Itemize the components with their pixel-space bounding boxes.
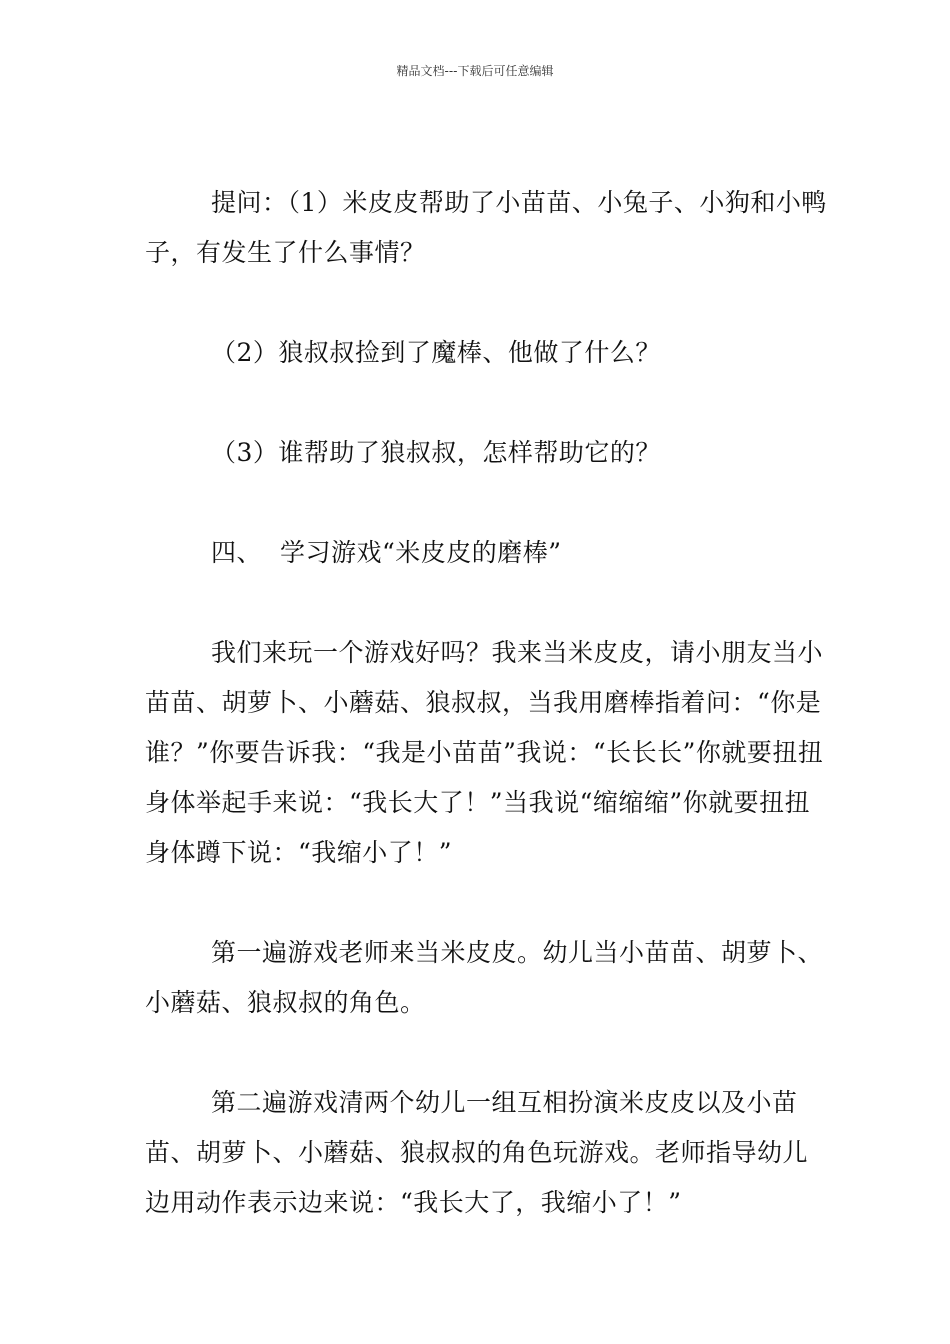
round-2-paragraph: 第二遍游戏清两个幼儿一组互相扮演米皮皮以及小苗苗、胡萝卜、小蘑菇、狼叔叔的角色玩游戏。老师指导幼儿边用动作表示边来说：“我长大了，我缩小了！” <box>145 1088 809 1217</box>
section-4-heading <box>145 528 830 578</box>
question-intro-paragraph: 提问：（1）米皮皮帮助了小苗苗、小兔子、小狗和小鸭子，有发生了什么事情？ <box>145 188 827 267</box>
page-header: 精品文档---下载后可任意编辑 <box>396 64 554 78</box>
section-4-title: 学习游戏“米皮皮的磨棒” <box>280 538 562 567</box>
question-2-paragraph: （2）狼叔叔捡到了魔棒、他做了什么？ <box>211 338 661 367</box>
section-4-number: 四、 <box>211 538 263 567</box>
round-1-paragraph: 第一遍游戏老师来当米皮皮。幼儿当小苗苗、胡萝卜、小蘑菇、狼叔叔的角色。 <box>145 938 824 1017</box>
document-body <box>145 178 830 1228</box>
question-3-paragraph: （3）谁帮助了狼叔叔，怎样帮助它的？ <box>211 438 661 467</box>
game-intro-paragraph: 我们来玩一个游戏好吗？我来当米皮皮，请小朋友当小苗苗、胡萝卜、小蘑菇、狼叔叔，当我用磨棒指着问：“你是谁？”你要告诉我：“我是小苗苗”我说：“长长长”你就要扭扭身体举起手来说：“我长大了！”当我说“缩缩缩”你就要扭扭身体蹲下说：“我缩小了！” <box>145 638 824 867</box>
